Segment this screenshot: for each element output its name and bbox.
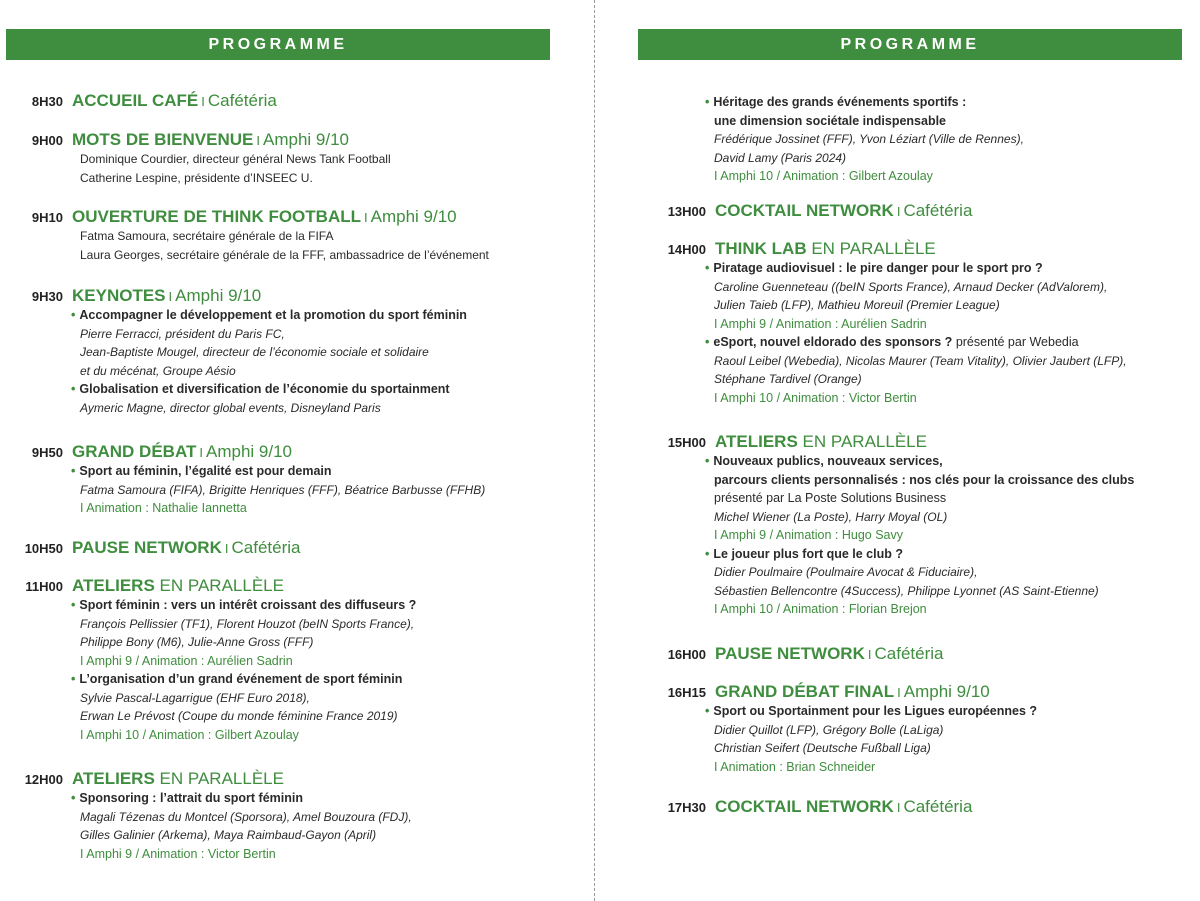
session-grand-debat xyxy=(0,442,485,518)
speaker-line: Michel Wiener (La Poste), Harry Moyal (OL) xyxy=(714,509,948,524)
bullet-icon: • xyxy=(705,95,710,109)
separator: I xyxy=(896,800,901,815)
talk-title: • Accompagner le développement et la promotion du sport féminin xyxy=(71,308,467,322)
talk-title: • Nouveaux publics, nouveaux services, xyxy=(705,454,943,468)
separator: I xyxy=(199,445,203,460)
speaker-line: Sébastien Bellencontre (4Success), Philippe Lyonnet (AS Saint-Etienne) xyxy=(714,583,1099,598)
talk-title: • eSport, nouvel eldorado des sponsors ? présenté par Webedia xyxy=(705,335,1079,349)
separator: I xyxy=(201,94,205,109)
page-fold-divider xyxy=(594,0,595,901)
bullet-icon: • xyxy=(71,598,76,612)
session-pause-16h xyxy=(638,644,943,664)
animation-line: I Amphi 10 / Animation : Victor Bertin xyxy=(714,390,917,405)
animation-line: I Amphi 10 / Animation : Gilbert Azoulay xyxy=(714,169,933,183)
session-title: MOTS DE BIENVENUE xyxy=(72,130,254,149)
speaker-line: Philippe Bony (M6), Julie-Anne Gross (FFF) xyxy=(80,635,314,649)
speaker-line: Fatma Samoura, secrétaire générale de la FIFA xyxy=(80,229,334,243)
speaker-line: David Lamy (Paris 2024) xyxy=(714,150,847,165)
session-subtitle: EN PARALLÈLE xyxy=(802,432,927,451)
session-time: 17H30 xyxy=(667,800,706,815)
talk-title-continued: une dimension sociétale indispensable xyxy=(714,113,947,128)
session-accueil xyxy=(0,91,277,111)
session-room: Cafétéria xyxy=(903,797,973,816)
speaker-line: Caroline Guenneteau ((beIN Sports France), Arnaud Decker (AdValorem), xyxy=(714,279,1108,294)
bullet-icon: • xyxy=(705,454,710,468)
bullet-icon: • xyxy=(71,672,76,686)
animation-line: I Amphi 10 / Animation : Florian Brejon xyxy=(714,602,927,616)
speaker-line: Jean-Baptiste Mougel, directeur de l’économie sociale et solidaire xyxy=(80,345,429,359)
session-room: Amphi 9/10 xyxy=(903,682,990,701)
session-room: Cafétéria xyxy=(207,91,277,110)
session-time: 9H10 xyxy=(31,210,63,225)
session-ateliers-11h xyxy=(0,576,416,744)
right-page xyxy=(600,0,1160,901)
session-ateliers-15h xyxy=(638,432,1134,619)
session-room: Cafétéria xyxy=(231,538,301,557)
session-time: 15H00 xyxy=(667,435,706,450)
session-time: 14H00 xyxy=(667,242,706,257)
talk-title-continued: parcours clients personnalisés : nos clés pour la croissance des clubs xyxy=(714,472,1135,487)
session-ateliers-12h xyxy=(0,769,412,863)
bullet-icon: • xyxy=(705,335,710,349)
speaker-line: Stéphane Tardivel (Orange) xyxy=(714,372,862,386)
talk-title: • Le joueur plus fort que le club ? xyxy=(705,546,903,561)
session-subtitle: EN PARALLÈLE xyxy=(159,769,284,788)
session-grand-debat-final xyxy=(638,682,1037,776)
bullet-icon: • xyxy=(71,464,76,478)
speaker-line: Julien Taieb (LFP), Mathieu Moreuil (Premier League) xyxy=(714,298,1000,312)
speaker-line: Catherine Lespine, présidente d’INSEEC U. xyxy=(80,170,313,185)
speaker-line: Sylvie Pascal-Lagarrigue (EHF Euro 2018), xyxy=(80,690,310,705)
left-page xyxy=(0,0,560,901)
separator: I xyxy=(168,289,173,304)
bullet-icon: • xyxy=(705,704,710,718)
talk-title: • L’organisation d’un grand événement de sport féminin xyxy=(71,672,403,686)
bullet-icon: • xyxy=(71,382,76,396)
session-time: 9H00 xyxy=(31,133,63,148)
session-title: COCKTAIL NETWORK xyxy=(715,797,894,816)
session-think-lab xyxy=(638,239,1127,407)
programme-banner: PROGRAMME xyxy=(6,29,550,60)
speaker-line: Christian Seifert (Deutsche Fußball Liga) xyxy=(714,741,931,755)
separator: I xyxy=(256,133,260,148)
session-room: Cafétéria xyxy=(903,201,973,220)
speaker-line: Fatma Samoura (FIFA), Brigitte Henriques (FFF), Béatrice Barbusse (FFHB) xyxy=(80,482,486,497)
speaker-line: Erwan Le Prévost (Coupe du monde féminine France 2019) xyxy=(80,709,398,723)
session-room: Amphi 9/10 xyxy=(175,286,262,305)
session-title: PAUSE NETWORK xyxy=(715,644,865,663)
speaker-line: François Pellissier (TF1), Florent Houzot (beIN Sports France), xyxy=(80,616,415,631)
session-title: GRAND DÉBAT FINAL xyxy=(715,682,895,701)
separator: I xyxy=(867,647,872,662)
session-title: ATELIERS xyxy=(72,769,155,788)
animation-line: I Amphi 9 / Animation : Hugo Savy xyxy=(714,528,904,542)
session-room: Amphi 9/10 xyxy=(370,207,457,226)
speaker-line: Didier Poulmaire (Poulmaire Avocat & Fiduciaire), xyxy=(714,565,978,579)
talk-title: • Globalisation et diversification de l’économie du sportainment xyxy=(71,382,450,396)
speaker-line: Dominique Courdier, directeur général News Tank Football xyxy=(80,152,391,166)
session-room: Amphi 9/10 xyxy=(205,442,292,461)
session-title: THINK LAB xyxy=(715,239,807,258)
talk-title: • Héritage des grands événements sportifs : xyxy=(705,95,967,109)
separator: I xyxy=(224,541,229,556)
bullet-icon: • xyxy=(705,261,710,275)
talk-title: • Sport au féminin, l’égalité est pour demain xyxy=(71,464,332,478)
session-ouverture xyxy=(0,207,489,264)
session-room: Amphi 9/10 xyxy=(262,130,349,149)
session-title: COCKTAIL NETWORK xyxy=(715,201,894,220)
session-subtitle: EN PARALLÈLE xyxy=(811,239,936,258)
session-time: 11H00 xyxy=(25,579,63,594)
session-cocktail-17h xyxy=(638,797,972,817)
session-time: 16H15 xyxy=(667,685,706,700)
session-bienvenue xyxy=(0,130,391,187)
session-title: PAUSE NETWORK xyxy=(72,538,222,557)
session-time: 8H30 xyxy=(31,94,63,109)
speaker-line: Raoul Leibel (Webedia), Nicolas Maurer (Team Vitality), Olivier Jaubert (LFP), xyxy=(714,353,1127,368)
animation-line: I Amphi 9 / Animation : Victor Bertin xyxy=(80,846,276,861)
animation-line: I Animation : Brian Schneider xyxy=(714,759,876,774)
session-title: KEYNOTES xyxy=(72,286,166,305)
session-title: GRAND DÉBAT xyxy=(72,442,197,461)
presenter-line xyxy=(714,489,1134,508)
animation-line: I Animation : Nathalie Iannetta xyxy=(80,501,247,515)
talk-title: • Sport féminin : vers un intérêt croissant des diffuseurs ? xyxy=(71,598,417,612)
bullet-icon: • xyxy=(71,308,76,322)
session-time: 9H30 xyxy=(31,289,63,304)
session-time: 12H00 xyxy=(24,772,63,787)
speaker-line: Aymeric Magne, director global events, Disneyland Paris xyxy=(80,400,381,415)
session-title: ATELIERS xyxy=(715,432,798,451)
animation-line: I Amphi 9 / Animation : Aurélien Sadrin xyxy=(714,316,927,331)
talk-title: • Sport ou Sportainment pour les Ligues européennes ? xyxy=(705,704,1038,718)
session-keynotes xyxy=(0,286,467,417)
speaker-line: Pierre Ferracci, président du Paris FC, xyxy=(80,326,285,341)
programme-banner: PROGRAMME xyxy=(638,29,1182,60)
speaker-line: Frédérique Jossinet (FFF), Yvon Léziart (Ville de Rennes), xyxy=(714,132,1024,146)
session-cocktail-13h xyxy=(638,201,972,221)
session-time: 9H50 xyxy=(31,445,63,460)
session-subtitle: EN PARALLÈLE xyxy=(159,576,284,595)
speaker-line: et du mécénat, Groupe Aésio xyxy=(80,363,236,378)
separator: I xyxy=(897,685,901,700)
animation-line: I Amphi 9 / Animation : Aurélien Sadrin xyxy=(80,653,293,668)
separator: I xyxy=(896,204,901,219)
session-heritage-continued xyxy=(638,93,1024,186)
session-title: ATELIERS xyxy=(72,576,155,595)
bullet-icon: • xyxy=(705,546,710,561)
session-title: ACCUEIL CAFÉ xyxy=(72,91,199,110)
bullet-icon: • xyxy=(71,791,76,805)
session-title: OUVERTURE DE THINK FOOTBALL xyxy=(72,207,361,226)
talk-title: • Piratage audiovisuel : le pire danger pour le sport pro ? xyxy=(705,261,1043,275)
talk-title: • Sponsoring : l’attrait du sport féminin xyxy=(71,791,303,805)
speaker-line: Laura Georges, secrétaire générale de la FFF, ambassadrice de l’événement xyxy=(80,247,489,262)
speaker-line: Didier Quillot (LFP), Grégory Bolle (LaLiga) xyxy=(714,722,944,737)
session-time: 10H50 xyxy=(24,541,63,556)
separator: I xyxy=(364,210,368,225)
animation-line: I Amphi 10 / Animation : Gilbert Azoulay xyxy=(80,727,299,742)
session-pause xyxy=(0,538,300,558)
session-time: 16H00 xyxy=(667,647,706,662)
session-time: 13H00 xyxy=(667,204,706,219)
presenter-note: présenté par La Poste Solutions Business xyxy=(714,491,947,505)
speaker-line: Gilles Galinier (Arkema), Maya Raimbaud-Gayon (April) xyxy=(80,828,377,842)
presenter-note: présenté par Webedia xyxy=(955,335,1079,349)
session-room: Cafétéria xyxy=(874,644,944,663)
speaker-line: Magali Tézenas du Montcel (Sporsora), Amel Bouzoura (FDJ), xyxy=(80,809,412,824)
